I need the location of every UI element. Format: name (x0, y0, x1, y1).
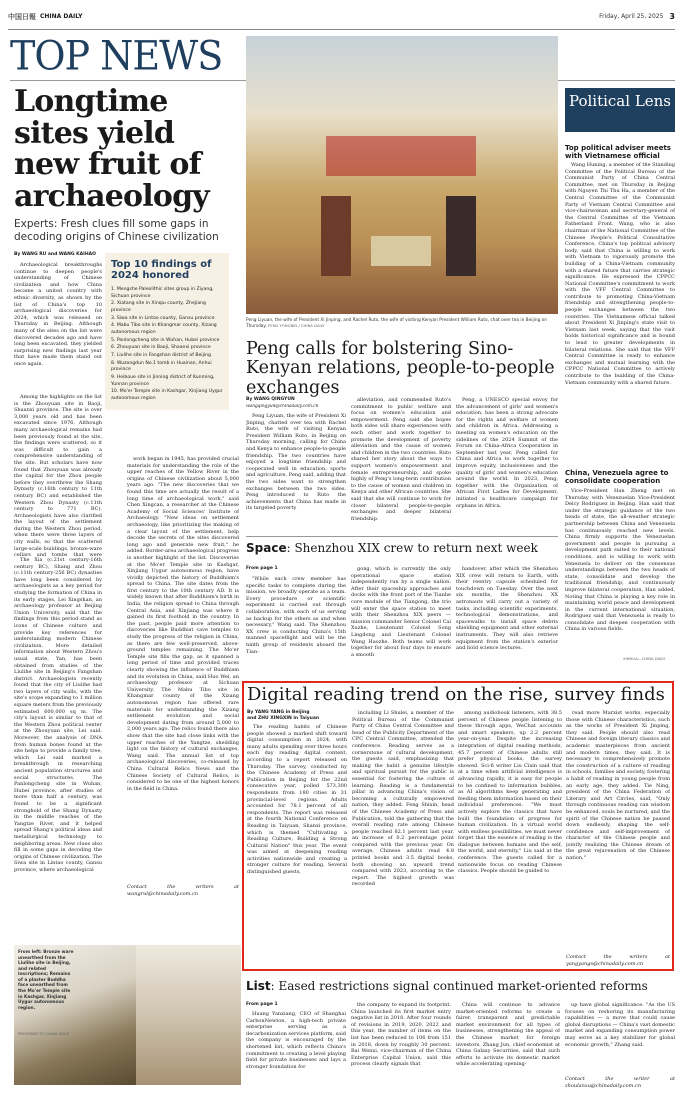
list-contact: Contact the writer at zhoulanxu@chinadaily.com.cn (565, 1076, 675, 1089)
digital-column-3: among audiobook listeners, with 38.5 percent of Chinese people listening to these through apps, WeChat accounts and smart speakers, up 2.2 percent year-on-year. Despite the increasing integration of digital reading methods, 45.7 percent of Chinese adults still prefer physical books, the survey showed. Sci-fi writer Liu Cixin said that at a time when artificial intelligence is advancing rapidly, it is easy for people to be confined to information bubbles, as AI algorithms keep generating and feeding them information based on their individual preferences. "We must actively explore the classics that have built the foundation of progress for human civilization. In a virtual world with endless possibilities, we must never forget that the essence of reading is the dialogue between humans and the self, the world, and eternity," Liu said at the conference. The guests called for a nationwide focus on reading Chinese classics. People should be guided to (458, 710, 562, 875)
lens-body-2: Vice-President Han Zheng met on Thursday with Venezuelan Vice-President Delcy Rodriguez in Beijing. Han said that under the strategic guidance of the two heads of state, the all-weather strategic partnership between China and Venezuela has continuously reached new levels. China firmly supports the Venezuelan government and people in pursuing a development path suited to their national conditions, and is willing to work with Venezuela to deliver on the consensus understandings between the two heads of state, consolidate and develop the traditional friendship, and continuously improve bilateral cooperation, Han added. Noting that China is playing a key role in maintaining world peace and development in the current international situation, Rodriguez said that Venezuela is ready to consolidate and deepen cooperation with China in various fields. (565, 488, 675, 633)
list-section-title: List: Eased restrictions signal continued market-oriented reforms (246, 979, 648, 993)
findings-list (111, 287, 223, 403)
peng-photo-caption: Peng Liyuan, the wife of President Xi Jinping, and Rachel Ruto, the wife of visiting Kenyan President William Ruto, chat over tea in Beijing on Thursday. FENG YONGBIN / CHINA DAILY (246, 318, 548, 329)
digital-column-1: The reading habits of Chinese people showed a marked shift toward digital consumption in 2024, with many adults spending over three hours each day reading digital content, according to a report released on Thursday. The survey, conducted by the Chinese Academy of Press and Publication in Beijing for the 22nd consecutive year, polled 573,300 respondents from 180 cities in 31 provincial-level regions. Adults accounted for 78.1 percent of all respondents. The report was released at the fourth National Conference on Reading in Taiyuan, Shanxi province, which is themed "Cultivating a Reading Culture, Building a Strong Cultural Nation" this year. The event was aimed at deepening reading activities nationwide and creating a stronger culture for reading. Several distinguished guests, (247, 724, 347, 876)
lead-column-1: Archaeological breakthroughs continue to deepen people's understanding of Chinese civilization and how China became a united country with ethnic diversity, as shown by the list of China's top 10 archaeological discoveries for 2024, which was released on Thursday in Beijing. Although many of the sites on the list were discovered decades ago and have long been excavated, they yielded surprising new findings last year that have made them stand out once again. (14, 262, 102, 367)
peng-headline: Peng calls for bolstering Sino-Kenyan relations, people-to-people exchanges (246, 339, 555, 398)
digital-column-2: including Li Shulei, a member of the Political Bureau of the Communist Party of China Central Committee and head of the Publicity Department of the CPC Central Committee, attended the conference. Reading serves as a cornerstone of cultural development, the guests said, emphasizing that making the habit a genuine lifestyle and spiritual pursuit for the public is essential for fostering the culture of learning. Reading is a fundamental pillar in advancing China's vision of becoming a culturally empowered nation, they added. Feng Shixin, head of the Chinese Academy of Press and Publication, told the gathering that the overall reading rate among Chinese people reached 82.1 percent last year, an increase of 0.2 percentage point compared with the previous year. On average, Chinese adults read 4.8 printed books and 3.5 digital books, both showing an upward trend compared with 2023, according to the report. The highest growth was recorded (352, 710, 454, 888)
photo-backdrop (326, 136, 476, 176)
lead-column-1b: Among the highlights on the list is the Zhouyuan site in Baoji, Shaanxi province. The site is over 3,000 years old and has been excavated since 1976. Although many archaeological remains had been previously found at the site, the findings were scattered, so it was difficult to gain a comprehensive understanding of the site. But scholars have now found that Zhouyuan was already the capital for the Zhou people before they overthrew the Shang Dynasty (c.16th century to 11th century BC) and established the Western Zhou Dynasty (c.11th century to 771 BC). Archaeologists have also clarified the layout of the settlement during the Western Zhou period, when there were three layers of city walls, so that the scattered large-scale buildings, bronze-ware cellars and tombs that were (14, 394, 102, 557)
space-column-1: "While each crew member has specific tasks to complete during the mission, we broadly operate as a team. Every procedure or scientific experiment is carried out through collaboration, with each of us serving as backup for the others as and when necessary," Wang said. The Shenzhou XX crew is conducting China's 15th manned spaceflight and will be the ninth group of residents aboard the Tian- (246, 576, 346, 655)
page-number: 3 (669, 12, 675, 21)
lens-body-1: Wang Huning, a member of the Standing Committee of the Political Bureau of the Communist Party of China Central Committee, met on Thursday in Beijing with Nguyen Thi Thu Ha, a member of the Central Committee of the Communist Party of Vietnam Central Committee and vice-chairwoman and secretary-general of the Central Committee of the Vietnam Fatherland Front. Wang, who is also chairman of the National Committee of the Chinese People's Political Consultative Conference, China's top political advisory body, said that China is willing to work with Vietnam to vigorously promote the building of a China-Vietnam community with a shared future that carries strategic significance. He expressed the CPPCC National Committee's commitment to work with the VFF Central Committee to contribute to promoting China-Vietnam friendship and strengthening people-to-people exchanges between the two countries. The Vietnamese official talked about President Xi Jinping's state visit to Vietnam last week, saying that the visit holds historical significance and is bound to lead to greater developments in bilateral relations. She said that the VFF Central Committee is ready to enhance exchanges and mutual learning with the CPPCC National Committee to actively contribute to the building of the China-Vietnam community with a shared future. (565, 162, 675, 386)
lead-column-2: work began in 1945, has provided crucial materials for understanding the role of the upper reaches of the Yellow River in the origins of Chinese civilization about 5,000 years ago. "The new discoveries that we found this time are actually the result of a long time of archaeological work," said Chen Xingcan, a researcher at the Chinese Academy of Social Sciences' Institute of Archaeology. "New ideas on settlement archaeology, like prioritizing the making of a clear layout of the settlement, help decode the secrets of the sites discovered long ago and generate new fruit," he added. Border-area archaeological progress is another highlight of the list. Discoveries at the Mo'er Temple site in Kashgar, Xinjiang Uygur autonomous region, have vividly depicted the history of Buddhism's spread to China. The site dates from the first century to the 10th century AD. It is widely known that after Buddhism's birth in India, the religion spread to China through Central Asia, and Xinjiang was where it gained its first foothold in the country. In the past, people paid more attention to discoveries like Buddhist cave temples to study the progress of the religion in China, as there are few well-preserved, above-ground temples remaining. The Mo'er Temple site fills the gap, as it spanned a long period of time and provided traces clearly showing the influence of Buddhism and its evolution in China, said Huo Wei, an archaeology professor at Sichuan University. The Mabu Tibo site in Khangmar county of the Xizang autonomous region has offered rare materials for understanding the Xizang settlement evolution and social development dating from around 5,000 to 2,000 years ago. The relics found there also show that the site had close links with the upper reaches of the Yangtze, shedding light on the history of cultural exchanges, Wang said. The annual list of top archaeological discoveries, co-released by China Cultural Relics News and the Chinese Society of Cultural Relics, is considered to be one of the highest honors in the field in China. (127, 456, 239, 792)
space-column-3: handover, after which the Shenzhou XIX crew will return to Earth, with their reentry capsule scheduled for touchdown on Tuesday. Over the next six months, the Shenzhou XX astronauts will carry out a variety of tasks, including scientific experiments, technological demonstrations, and spacewalks to install space debris shielding equipment and other external instruments. They will also retrieve equipment from the station's exterior and hold science lectures. (456, 566, 558, 652)
space-from-page: From page 1 (246, 566, 278, 571)
peng-column-3: Peng, a UNESCO special envoy for the advancement of girls' and women's education, has been a strong advocate for the rights and welfare of women and children in Africa. Addressing a meeting on women's education on the sidelines of the 2024 Summit of the Forum on China-Africa Cooperation in September last year, Peng called for China and Africa to work together to improve equity, inclusiveness and the quality of girls' and women's education around the world. In 2023, Peng, together with the Organization of African First Ladies for Development, initiated a healthcare campaign for orphans in Africa. (456, 397, 558, 509)
buddha-face-photo (136, 945, 241, 1085)
lead-photo-caption: From left: Bronze ware unearthed from the Liulihe site in Beijing, and related inscriptions; Remains of a plaster Buddha face unearthed from the Mo'er Temple site in Kashgar, Xinjiang Uygur autonomous region. (18, 950, 74, 1011)
list-item: 9. Heiboue site in Jinning district of Kunming, Yunnan province (111, 374, 215, 387)
digital-headline: Digital reading trend on the rise, survey finds (247, 684, 665, 705)
peng-byline: By WANG QINGYUN (246, 397, 295, 402)
lens-headline-2: China, Venezuela agree to consolidate cooperation (565, 469, 669, 485)
lead-column-1c: The Xia (c.21st century-16th century BC), Shang and Zhou (c.11th century-256 BC) dynasties have long been considered by archaeologists as a key period for studying the formation of China in its early stages. Lei Xingshan, an archaeology professor at Beijing Union University, said that the findings from this period stand as icons of Chinese culture and provide key references for understanding modern Chinese civilization. More detailed information about Western Zhou's usual state, Yan, has been obtained from studies of the Liulihe site in Beijing's Fangshan district. Archaeologists recently found that the city of Liulihe had two layers of city walls, with the site's scope expanding to 1 million square meters from the previously estimated 600,000 sq m. The city's layout is similar to that of the Western Zhou political center at the Zhouyuan site, Lei said. Moreover, the analysis of DNA from human bones found at the site helps to provide a family tree, which Lei said marked a breakthrough in researching ancient population structures and social structures. The Panlongcheng site in Wuhan, Hubei province, after studies of more than half a century, was found to be a significant stronghold of the Shang Dynasty in the middle reaches of the Yangtze River, and it helped spread Shang's political ideas and metallurgical technology to neighboring areas. New clues also fill in some gaps in decoding the origins of Chinese civilization. The Siwa site in Lintao county, Gansu province, where archaeological (14, 557, 102, 873)
list-column-2: the company to expand its footprint. China launched its first market entry negative list in 2018. After four rounds of revisions in 2019, 2020, 2022 and this year, the number of items on the list has been reduced to 106 from 151 in 2018, down by roughly 30 percent. Bai Wenxi, vice-chairman of the China Enterprise Capital Union, said this process clearly signals that (351, 1002, 451, 1068)
lead-deck: Experts: Fresh clues fill some gaps in decoding origins of Chinese civilization (14, 218, 219, 244)
top-findings-box (105, 253, 229, 410)
list-column-4: up have global significance. "As the US focuses on reshoring its manufacturing capabilities — a move that could cause global disruptions — China's vast domestic market and expanding consumption power may serve as a key stabilizer for global economic growth," Zhang said. (565, 1002, 675, 1048)
political-lens-banner: Political Lens (565, 88, 675, 132)
space-column-2: gong, which is currently the only operational space station independently run by a single nation. After their spaceship approaches and docks with the front port of the Tianhe core module of the Tiangong, the trio will enter the space station to meet with their Shenzhou XIX peers — mission commander Senior Colonel Cai Xuzhe, Lieutenant Colonel Song Lingdong and Lieutenant Colonel Wang Haozhe. Both teams will work together for about four days to ensure a smooth (351, 566, 451, 658)
lead-contact: Contact the writers at wangrul@chinadaily.com.cn (127, 884, 239, 897)
section-title: TOP NEWS (10, 32, 223, 80)
list-item: 2. Xiatang site in Xinqiu county, Zhejiang province (111, 301, 206, 313)
digital-byline-1: By YANG YANG in Beijing (247, 710, 310, 715)
list-item: 3. Siwa site in Lintao county, Gansu province (111, 315, 215, 321)
list-item: 4. Mabu Tibo site in Khangmar county, Xizang autonomous region (111, 323, 217, 335)
peng-ruto-photo (246, 36, 558, 314)
list-item: 1. Mengshe Paleolithic sites group in Ziyang, Sichuan province (111, 287, 214, 299)
lens-credit: XINHUA—CHINA DAILY (623, 656, 666, 661)
masthead (8, 4, 675, 30)
digital-reading-article (242, 681, 674, 971)
lead-byline: By WANG RU and WANG KAIHAO (14, 252, 96, 257)
lead-photo-credit: PROVIDED TO CHINA DAILY (18, 1031, 70, 1036)
list-column-1: Huang Yanxiang, CEO of Shanghai CarbonNewton, a high-tech private enterprise serving as a decarbonization services platform, said the company is encouraged by the shortened list, which reflects China's commitment to creating a level playing field for private businesses and lays a stronger foundation for (246, 1011, 346, 1070)
list-item: 6. Zhouyuan site in Baoji, Shaanxi province (111, 345, 211, 351)
publication-name: CHINA DAILY (40, 13, 83, 20)
list-item: 7. Liulihe site in Fangshan district of Beijing (111, 352, 211, 358)
peng-email: wangqingyun@chinadaily.com.cn (246, 404, 319, 409)
peng-column-2: alleviation, and commended Ruto's commitment to public welfare and focus on women's education and empowerment. Peng said she hopes both sides will share experiences with each other and work together to promote the development of poverty alleviation and the cause of women and children in the two countries. Ruto shared her story about the ways to support women's empowerment and female entrepreneurship, and spoke highly of Peng's long-term contribution to the cause of women and children in Kenya and other African countries. She said that she will continue to work for closer bilateral people-to-people exchanges and deeper bilateral friendship. (351, 397, 451, 522)
space-divider (246, 536, 558, 537)
lens-headline-1: Top political adviser meets with Vietnamese official (565, 144, 671, 160)
list-from-page: From page 1 (246, 1002, 278, 1007)
digital-column-4: read more Marxist works, especially those with Chinese characteristics, such as the works of President Xi Jinping, they said. People should also read Chinese and foreign literary classics and academic masterpieces from ancient and modern times, they said. It is necessary to comprehensively promote the construction of a culture of reading in schools, families and society, fostering a habit of reading in young people from an early age, they added. Tie Ning, president of the China Federation of Literary and Art Circles, said, "Only through continuous reading can wisdom be enhanced, souls be nurtured, and the spirit of the Chinese nation be passed down endlessly, shaping the self-confidence and self-improvement of character of the Chinese people and jointly realizing the Chinese dream of the great rejuvenation of the Chinese nation." (566, 710, 670, 862)
digital-byline-2: and ZHU XINGXIN in Taiyuan (247, 716, 320, 721)
list-item: 8. Wuzongdun No.1 tomb in Huainan, Anhui province (111, 360, 212, 373)
findings-title: Top 10 findings of 2024 honored (111, 259, 212, 281)
space-section-title: Space: Shenzhou XIX crew to return next week (246, 541, 538, 555)
photo-figure-right (446, 196, 476, 276)
list-item: 10. Mo'er Temple site in Kashgar, Xinjiang Uygur autonomous region (111, 389, 223, 401)
peng-column-1: Peng Liyuan, the wife of President Xi Jinping, chatted over tea with Rachel Ruto, the wife of visiting Kenyan President William Ruto, in Beijing on Thursday morning, calling for China and Kenya to enhance people-to-people friendship. The two countries have enjoyed a longtime friendship and cooperated well in education, sports and agriculture, Peng said, adding that the two sides want to strengthen exchanges between the two sides. Peng introduced to Ruto the achievements that China has made in its targeted poverty (246, 413, 346, 512)
photo-tea-table (371, 236, 431, 266)
list-item: 5. Panlongcheng site in Wuhan, Hubei province (111, 337, 220, 343)
photo-figure-left (321, 196, 351, 276)
newspaper-logo: 中国日報 (8, 12, 36, 21)
list-column-3: China will continue to advance market-oriented reforms to create a fairer, transparent and predictable market environment for all types of businesses, strengthening the appeal of the Chinese market for foreign investors. Zhang Jun, chief economist at China Galaxy Securities, said that such efforts to activate its domestic market while accelerating opening- (456, 1002, 560, 1068)
digital-contact: Contact the writers at yangyangs@chinadaily.com.cn (566, 954, 670, 967)
issue-date: Friday, April 25, 2025 (599, 13, 664, 20)
lead-headline: Longtime sites yield new fruit of archaeology (14, 84, 209, 214)
